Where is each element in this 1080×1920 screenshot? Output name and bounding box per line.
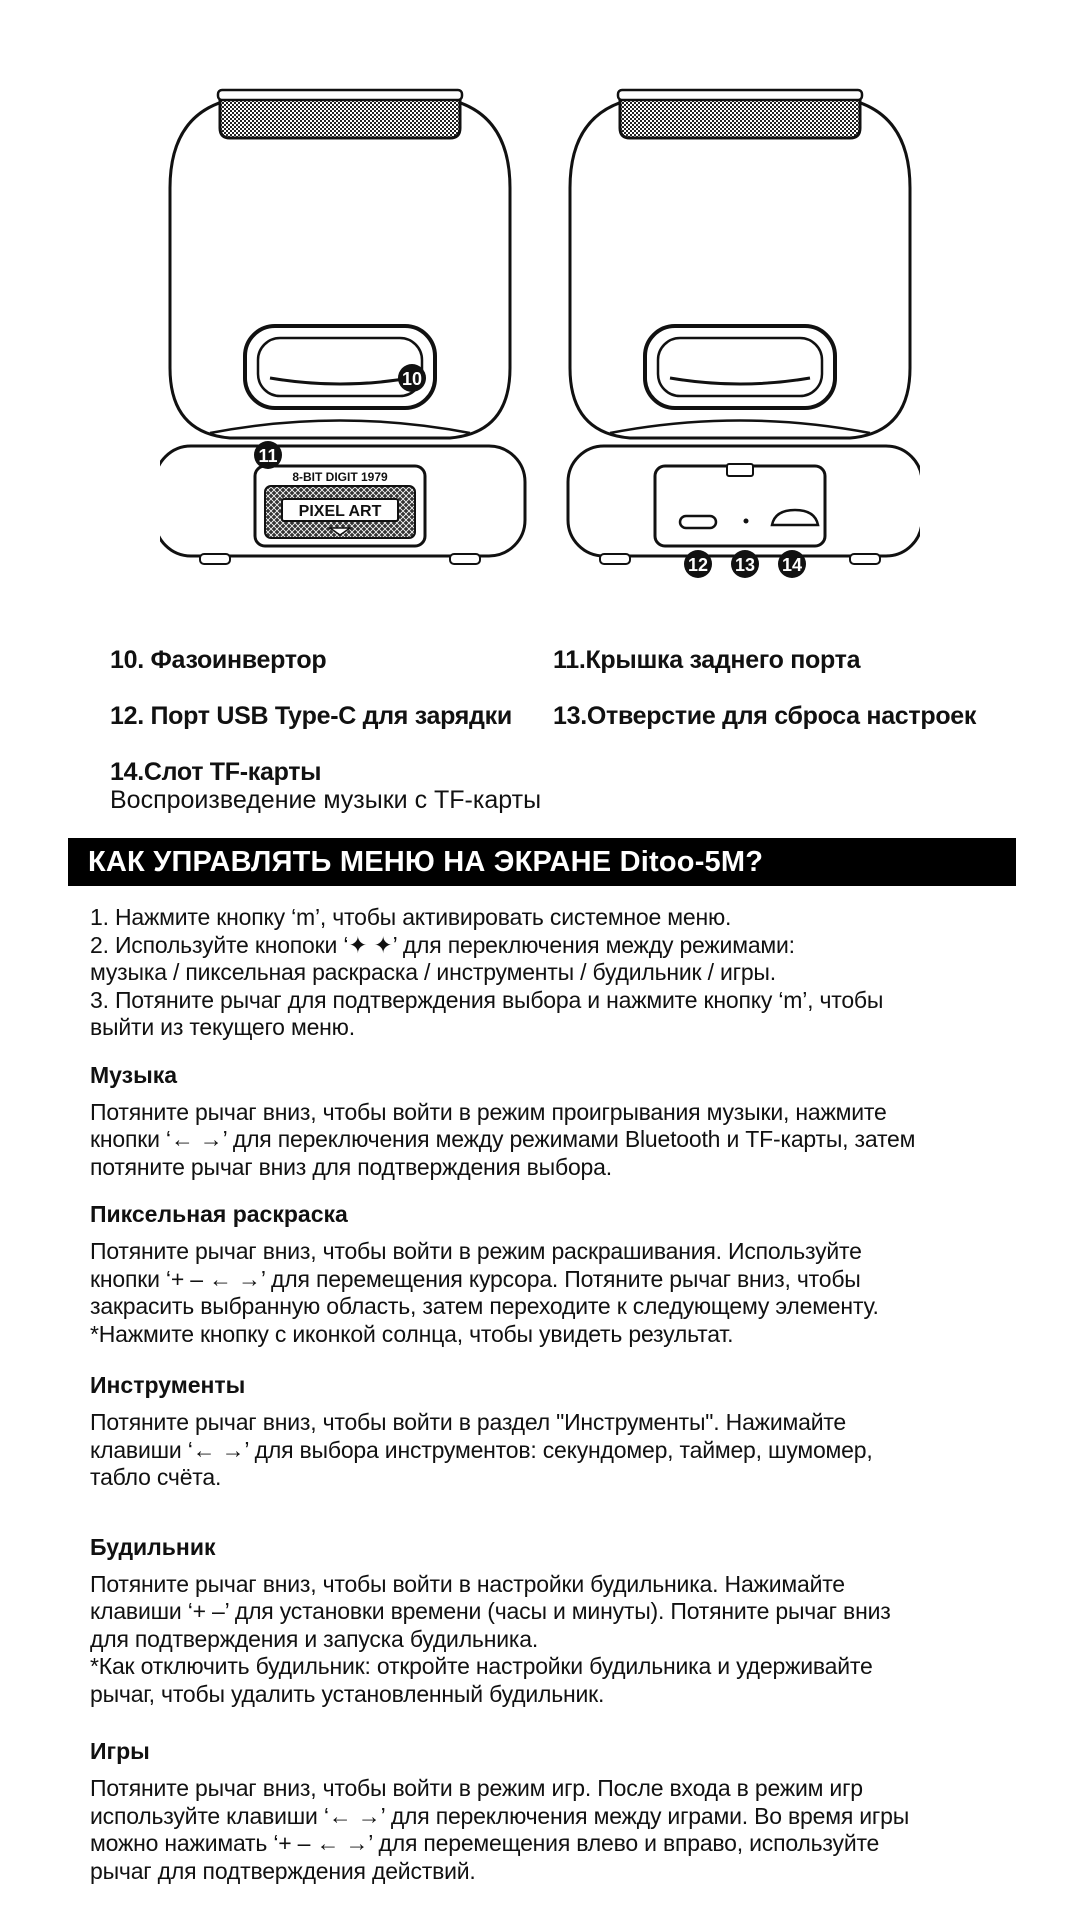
part-label-12: 12. Порт USB Type-C для зарядки [110, 701, 512, 730]
svg-text:13: 13 [734, 555, 756, 575]
intro-line: музыка / пиксельная раскраска / инструменты / будильник / игры. [90, 959, 776, 985]
section-line: клавиши ‘+ –’ для установки времени (часы и минуты). Потяните рычаг вниз [90, 1598, 891, 1624]
section-line: кнопки ‘← →’ для переключения между режимами Bluetooth и TF-карты, затем [90, 1126, 916, 1152]
section-pixel-coloring [90, 1199, 1020, 1348]
section-games [90, 1736, 1020, 1885]
section-line: потяните рычаг вниз для подтверждения выбора. [90, 1153, 612, 1180]
part-note-14: Воспроизведение музыки с TF-карты [110, 786, 542, 814]
logo-line1: 8-BIT DIGIT 1979 [292, 470, 388, 484]
part-label-11: 11.Крышка заднего порта [553, 645, 861, 674]
section-line: *Нажмите кнопку с иконкой солнца, чтобы увидеть результат. [90, 1320, 734, 1347]
section-line: клавиши ‘← →’ для выбора инструментов: секундомер, таймер, шумомер, [90, 1436, 873, 1463]
section-tools [90, 1370, 1020, 1492]
section-line: закрасить выбранную область, затем переходите к следующему элементу. [90, 1293, 879, 1319]
speaker-front [160, 90, 525, 564]
parts-legend [110, 632, 1030, 815]
marker-12 [684, 550, 712, 578]
section-line: для подтверждения и запуска будильника. [90, 1625, 539, 1652]
section-line: Потяните рычаг вниз, чтобы войти в раздел "Инструменты". Нажимайте [90, 1409, 847, 1435]
speaker-diagram [160, 88, 920, 598]
section-line: *Как отключить будильник: откройте настройки будильника и удерживайте [90, 1653, 873, 1679]
intro-line: 1. Нажмите кнопку ‘m’, чтобы активировать системное меню. [90, 904, 732, 930]
parts-row [110, 688, 1030, 744]
intro-steps [90, 904, 1020, 1042]
marker-14 [778, 550, 806, 578]
intro-line: выйти из текущего меню. [90, 1014, 355, 1040]
section-line: используйте клавиши ‘← →’ для переключения между играми. Во время игры [90, 1802, 910, 1829]
section-title: Игры [90, 1738, 150, 1764]
section-title: Инструменты [90, 1372, 246, 1398]
section-title: Будильник [90, 1533, 216, 1560]
intro-line: 2. Используйте кнопоки ‘✦ ✦’ для переключения между режимами: [90, 931, 795, 958]
section-alarm [90, 1532, 1020, 1709]
section-title: Музыка [90, 1061, 178, 1088]
section-line: кнопки ‘+ – ← →’ для перемещения курсора. Потяните рычаг вниз, чтобы [90, 1265, 861, 1292]
section-line: Потяните рычаг вниз, чтобы войти в настройки будильника. Нажимайте [90, 1570, 845, 1597]
product-illustration [160, 88, 920, 598]
part-label-10: 10. Фазоинвертор [110, 645, 327, 674]
marker-10 [398, 364, 426, 392]
section-line: Потяните рычаг вниз, чтобы войти в режим игр. После входа в режим игр [90, 1775, 863, 1801]
section-line: можно нажимать ‘+ – ← →’ для перемещения влево и вправо, используйте [90, 1830, 880, 1856]
section-title: Пиксельная раскраска [90, 1201, 348, 1227]
marker-11 [254, 441, 282, 469]
marker-13 [731, 550, 759, 578]
svg-text:14: 14 [781, 555, 803, 575]
intro-line: 3. Потяните рычаг для подтверждения выбора и нажмите кнопку ‘m’, чтобы [90, 986, 884, 1013]
instructions [90, 904, 1020, 1885]
svg-text:10: 10 [401, 369, 423, 389]
section-line: рычаг для подтверждения действий. [90, 1857, 476, 1884]
svg-text:11: 11 [258, 446, 278, 466]
svg-text:12: 12 [687, 555, 709, 575]
section-music [90, 1060, 1020, 1182]
speaker-back [568, 90, 920, 578]
section-line: рычаг, чтобы удалить установленный будильник. [90, 1680, 605, 1707]
part-label-14: 14.Слот TF-карты [110, 757, 322, 786]
logo-line2: PIXEL ART [298, 503, 382, 520]
menu-section-banner: КАК УПРАВЛЯТЬ МЕНЮ НА ЭКРАНЕ Ditoo-5M? [68, 838, 1016, 886]
parts-row [110, 632, 1030, 688]
part-label-13: 13.Отверстие для сброса настроек [553, 701, 977, 730]
section-line: Потяните рычаг вниз, чтобы войти в режим проигрывания музыки, нажмите [90, 1098, 887, 1125]
section-line: табло счёта. [90, 1464, 222, 1490]
section-line: Потяните рычаг вниз, чтобы войти в режим раскрашивания. Используйте [90, 1238, 862, 1264]
